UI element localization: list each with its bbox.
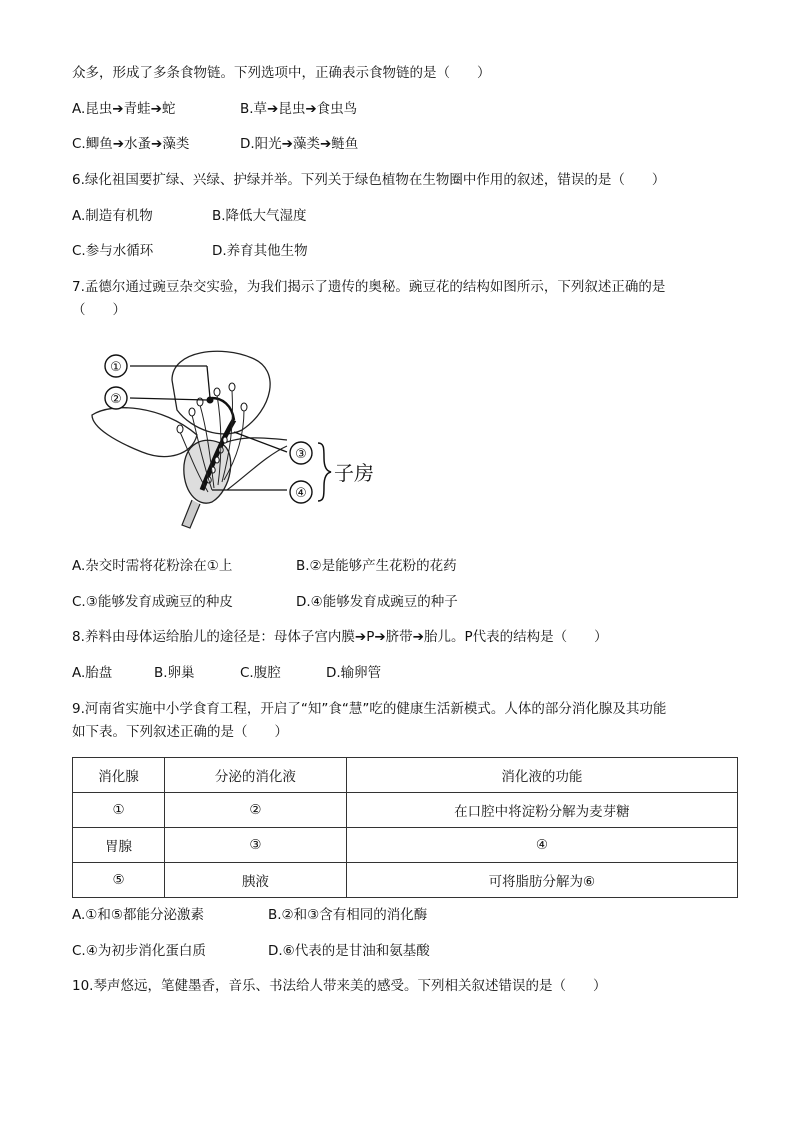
label-2: ②: [110, 392, 122, 407]
q9-stem: 9.河南省实施中小学食育工程，开启了“知”食“慧”吃的健康生活新模式。人体的部分消化腺及其功能: [72, 701, 667, 717]
table-header-row: [73, 758, 738, 793]
q9-option-a: A.①和⑤都能分泌激素: [72, 907, 204, 923]
q8-option-d: D.输卵管: [326, 665, 382, 681]
q6-option-c: C.参与水循环: [72, 243, 154, 259]
label-1: ①: [110, 360, 122, 375]
q9-option-d: D.⑥代表的是甘油和氨基酸: [268, 943, 430, 959]
q5-stem: 众多，形成了多条食物链。下列选项中，正确表示食物链的是（ ）: [72, 65, 491, 81]
q7-stem: 7.孟德尔通过豌豆杂交实验，为我们揭示了遗传的奥秘。豌豆花的结构如图所示，下列叙述正确的是: [72, 279, 666, 295]
q9-stem-cont: 如下表。下列叙述正确的是（ ）: [72, 724, 288, 740]
q7-option-c: C.③能够发育成豌豆的种皮: [72, 594, 233, 610]
q5-option-d: D.阳光➔藻类➔鲢鱼: [240, 136, 359, 152]
table-header: 分泌的消化液: [164, 758, 346, 793]
table-cell: ③: [164, 828, 346, 863]
q6-option-a: A.制造有机物: [72, 208, 153, 224]
stalk: [182, 500, 200, 528]
label-3: ③: [295, 447, 307, 462]
table-row: [73, 793, 738, 828]
table-row: [73, 863, 738, 898]
table-header: 消化液的功能: [346, 758, 737, 793]
pea-flower-figure: [72, 340, 402, 540]
q5-option-c: C.鲫鱼➔水蚤➔藻类: [72, 136, 190, 152]
q9-option-c: C.④为初步消化蛋白质: [72, 943, 206, 959]
label-4: ④: [295, 486, 307, 501]
table-cell: ⑤: [73, 863, 165, 898]
table-cell: 可将脂肪分解为⑥: [346, 863, 737, 898]
q6-stem: 6.绿化祖国要扩绿、兴绿、护绿并举。下列关于绿色植物在生物圈中作用的叙述，错误的是（ ）: [72, 172, 666, 188]
q6-option-b: B.降低大气湿度: [212, 208, 307, 224]
q8-option-c: C.腹腔: [240, 665, 281, 681]
q5-option-b: B.草➔昆虫➔食虫鸟: [240, 101, 358, 117]
table-cell: 在口腔中将淀粉分解为麦芽糖: [346, 793, 737, 828]
q8-option-b: B.卵巢: [154, 665, 195, 681]
q9-option-b: B.②和③含有相同的消化酶: [268, 907, 428, 923]
ovary-label: 子房: [334, 461, 374, 485]
digestive-gland-table: [72, 757, 738, 898]
q8-stem: 8.养料由母体运给胎儿的途径是：母体子宫内膜➔P➔脐带➔胎儿。P代表的结构是（ ）: [72, 629, 608, 645]
q7-stem-cont: （ ）: [72, 302, 126, 318]
q7-option-a: A.杂交时需将花粉涂在①上: [72, 558, 233, 574]
table-cell: ④: [346, 828, 737, 863]
brace: [318, 443, 331, 501]
table-row: [73, 828, 738, 863]
table-cell: ①: [73, 793, 165, 828]
q7-option-b: B.②是能够产生花粉的花药: [296, 558, 457, 574]
table-header: 消化腺: [73, 758, 165, 793]
q5-option-a: A.昆虫➔青蛙➔蛇: [72, 101, 176, 117]
q7-option-d: D.④能够发育成豌豆的种子: [296, 594, 458, 610]
upper-petal: [172, 351, 270, 434]
table-cell: 胃腺: [73, 828, 165, 863]
q10-stem: 10.琴声悠远，笔健墨香，音乐、书法给人带来美的感受。下列相关叙述错误的是（ ）: [72, 978, 607, 994]
table-cell: 胰液: [164, 863, 346, 898]
q6-option-d: D.养育其他生物: [212, 243, 308, 259]
table-cell: ②: [164, 793, 346, 828]
q8-option-a: A.胎盘: [72, 665, 113, 681]
